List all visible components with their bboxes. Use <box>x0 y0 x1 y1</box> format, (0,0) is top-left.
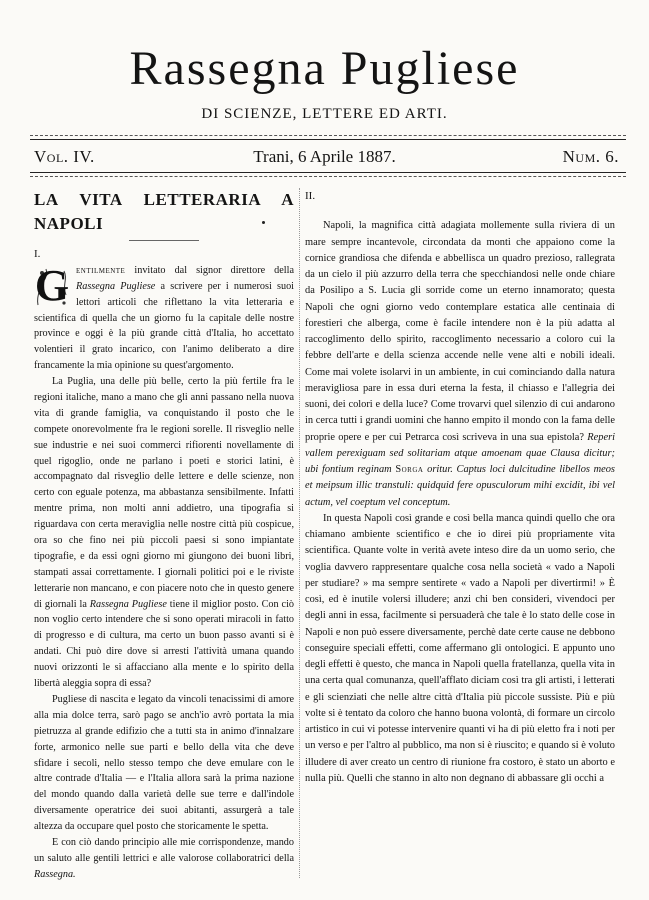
header-top-rule <box>30 135 626 136</box>
latin-quote: Reperi vallem perexiguam sed solitariam atque amoenam quae Clausa dicitur; ubi fontium reginam <box>305 431 615 475</box>
section-number-2: II. <box>305 190 316 202</box>
text-run: Napoli, la magnifica città adagiata mollemente sulla riviera di un mare sempre incantevole, circondata da monti che appaiono come la cornice grandiosa che difenda e abbellisca un quadro prezioso, rallegrata da un cielo il più azzurro della terra che specchiandosi nelle onde chiare da Posilipo a S. Lucia gli sorride come un eterno innamorato; questa Napoli che ogni giorno vedo contemplare estatica alle centinaia di forestieri che alberga, come è facile intendere non è la più adatta al raccoglimento dello spirito, raccoglimento necessario a coloro cui la febbre dell'arte e della scienza accende nelle vene alti e nobili ideali. Come mai volete isolarvi in un ambiente, in cui cominciando dalla natura meravigliosa pare in essa duri eterna la festa, il chiasso e l'allegria dei suoni, dei colori e della luce? Come trovarvi quel silenzio di cui andarono in cerca tutti i grandi uomini che hanno empito il mondo con la fama delle proprie opere e per cui Petrarca così scriveva in una sua epistola? <box>305 220 615 443</box>
left-paragraph-4 <box>34 835 294 883</box>
left-column <box>34 188 294 883</box>
left-paragraph-2 <box>34 374 294 692</box>
right-column <box>305 188 615 787</box>
header-top-rule-2 <box>30 139 626 140</box>
lead-word: entilmente <box>76 264 126 276</box>
text-run: a scrivere per i numerosi suoi lettori articoli che riflettano la vita letteraria e scientifica di quella che un giorno fu la capitale delle nostre province e oggi è la più grande città d'Italia, ho accettato volentieri il grato incarico, con l'animo deliberato a dire francamente la mia opinione su quest'argomento. <box>34 280 294 372</box>
place-name: Sorga <box>395 464 424 475</box>
column-separator <box>299 188 300 878</box>
text-run: E con ciò dando principio alle mie corrispondenze, mando un saluto alle gentili lettrici e alle valorose collaboratrici della <box>34 836 294 864</box>
right-paragraph-1 <box>305 218 615 511</box>
decorated-initial <box>34 260 70 310</box>
right-paragraph-2: In questa Napoli così grande e così bella manca quindi quello che ora chiamano ambiente scientifico e che io direi più propriamente vita scientifica. Quante volte in verità avete inteso dire da un uomo serio, che voglia davvero rappresentare qualche cosa nella società « vado a Napoli per studiare? » ma sempre sentirete « vado a Napoli per divertirmi! » È così, ed è inutile volersi illudere; anzi chi ben consideri, vivendoci per degli anni in essa, facilmente si persuaderà che tale è lo stato delle cose in Napoli e non può essere diversamente, perchè date certe cause ne debbono conseguire speciali effetti, come affermano gli ontologici. E appunto uno degli effetti è questo, che manca in Napoli quella fratellanza, quella vita in una certa qual comunanza, quell'afflato diciam così tra gli artisti, i letterati e gli scienziati che nelle altre città d'Italia più piccole sussiste. Più e più volte si è tentato da coloro che hanno buona volontà, di formare un circolo artistico in cui vi potesse intervenire quanti vi ha di più eletto fra i noti per un verso e per l'altro al pubblico, ma non si è riuscito; e quando si è voluto illudere di aver creato un centro di riunione fra costoro, è stato un aborto e nulla più. Quelli che stanno in alto non degnano di abbassare gli occhi a <box>305 512 615 784</box>
header-bottom-rule <box>30 172 626 173</box>
text-run: invitato dal signor direttore della <box>125 264 294 276</box>
section-number-1: I. <box>34 248 41 260</box>
journal-title: Rassegna Pugliese <box>129 42 520 95</box>
journal-subtitle: DI SCIENZE, LETTERE ED ARTI. <box>201 106 448 122</box>
text-run: La Puglia, una delle più belle, certo la più fertile fra le regioni italiche, mano a mano che gli anni passano nella nuova vita di grande famiglia, va conquistando il posto che le compete onorevolmente fra le regioni sorelle. Il risveglio nelle sue industrie e nei suoi commerci rifiorenti novellamente di quel rigoglio, onde ne parlano i poeti e storici latini, è accompagnato dal risveglio delle lettere e delle scienze, non certo con eguale potenza, ma abbastanza sensibilmente. Infatti mentre prima, non molti anni addietro, una tipografia si riguardava con certa meraviglia nelle nostre città più cospicue, ora so che fino nei più piccoli paesi si sono impiantate tipografie, e da essi ogni giorno mi giungono dei buoni libri, stampati assai correttamente. I giornali politici poi e le riviste letterarie non mancano, e con piacere noto che in questo genere di giornali la <box>34 376 294 610</box>
journal-name: Rassegna Pugliese <box>76 280 156 292</box>
article-title: LA VITA LETTERARIA A NAPOLI <box>34 190 294 233</box>
place-date: Trani, 6 Aprile 1887. <box>253 147 396 166</box>
dropcap-letter: G <box>34 260 70 310</box>
title-underline <box>129 240 199 241</box>
journal-name: Rassegna. <box>34 868 76 880</box>
volume-label: Vol. IV. <box>34 147 95 166</box>
left-paragraph-3: Pugliese di nascita e legato da vincoli tenacissimi di amore alla mia dolce terra, sarò pago se anch'io avrò portata la mia pietruzza al grande edifizio che a tutti sta in animo d'innalzare forte, armonico nelle sue parti e bello della vita che deve sfidare i secoli, nello stesso tempo che deve emulare con le altre contrade d'Italia — e l'Italia allora sarà la prima nazione del mondo quando dalla varietà delle sue terre e dall'indole diversamente operatrice dei suoi abitanti, assurgerà a tale altezza da occupare quel posto che storicamente le spetta. <box>34 693 294 833</box>
journal-name: Rassegna Pugliese <box>89 598 167 610</box>
latin-quote: oritur. Captus loci dulcitudine libellos meos et meipsum illic transtuli: quidquid fere opusculorum mihi excidit, ibi vel actum, vel coeptum vel conceptum. <box>305 464 615 508</box>
issue-number: Num. 6. <box>562 147 619 166</box>
text-run: tiene il miglior posto. Con ciò non voglio certo intendere che si sono operati miracoli in fatto di progresso e di cultura, ma certo un buon passo avanti si è andati. Chi può dire dove si arresti l'attività umana quando nuovi orizzonti le si affacciano alla mente e lo spirito della libertà aleggia sopra di essa? <box>34 598 294 690</box>
header-bottom-rule-2 <box>30 176 626 177</box>
left-paragraph-1 <box>34 260 294 374</box>
